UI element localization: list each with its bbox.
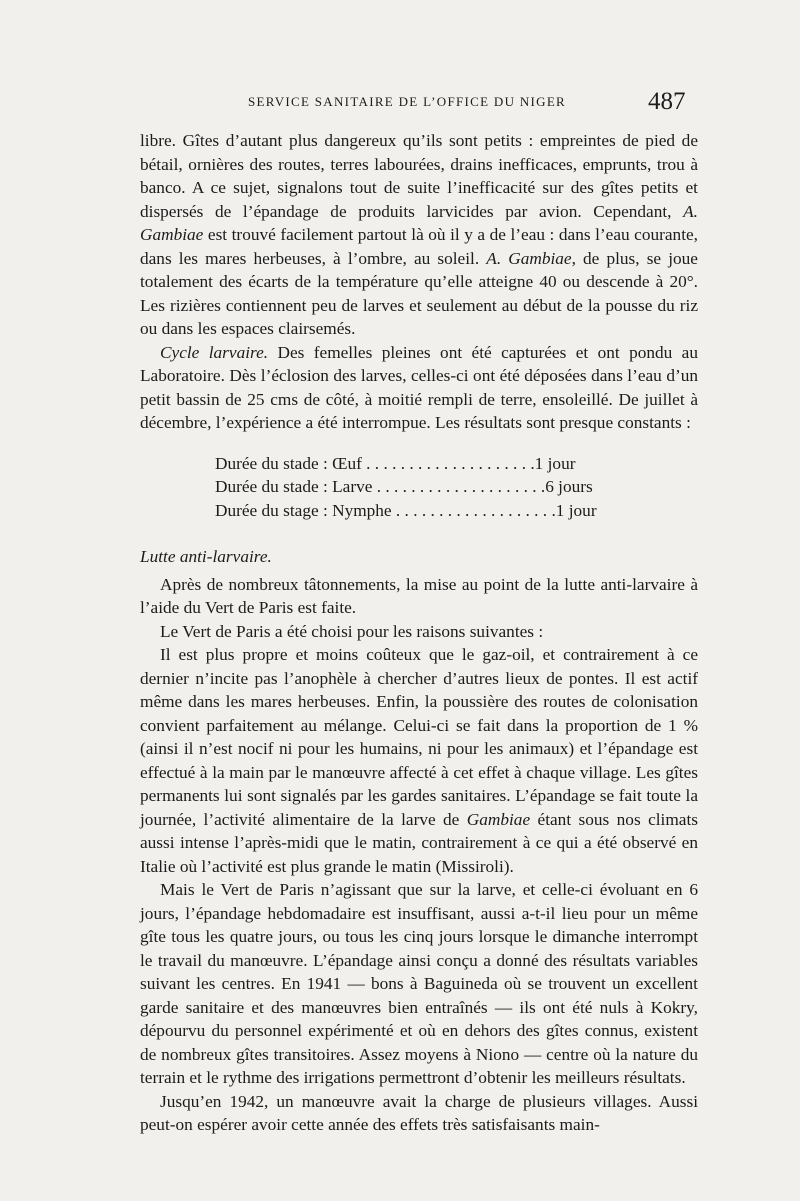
paragraph-tatonnements: Après de nombreux tâtonnements, la mise au point de la lutte anti-larvaire à l’aide du Vert de Paris est faite. — [140, 574, 698, 617]
paragraph-vert-de-paris — [140, 643, 698, 878]
stage-row — [215, 475, 593, 499]
paragraph-lead: Cycle larvaire. — [160, 342, 269, 362]
stage-label: Durée du stade : Larve . . . . . . . . . . . . . . . . . . . . — [215, 477, 546, 496]
paragraph-text: Il est plus propre et moins coûteux que le gaz-oil, et contrairement à ce dernier n’incite pas l’anophèle à chercher d’autres lieux de pontes. Il est actif même dans les mares herbeuses. Enfin, la poussière des routes de colonisation convient parfaitement au mélange. Celui-ci se fait dans la proportion de 1 % (ainsi il n’est nocif ni pour les humains, ni pour les animaux) et l’épandage est effectué à la main par le manœuvre affecté à cet effet à chaque village. Les gîtes permanents lui sont signalés par les gardes sanitaires. L’épandage se fait toute la journée, l’activité alimentaire de la larve de — [140, 645, 698, 829]
paragraph-manoeuvre: Jusqu’en 1942, un manœuvre avait la charge de plusieurs villages. Aussi peut-on espérer avoir cette année des effets très satisfaisants main- — [140, 1091, 698, 1134]
paragraph-text: étant sous nos climats aussi intense l’après-midi que le matin, contrairement à ce qui a été observé en Italie où l’activité est plus grande le matin (Missiroli). — [140, 809, 698, 876]
paragraph-text: Des femelles pleines ont été capturées et ont pondu au Laboratoire. Dès l’éclosion des larves, celles-ci ont été déposées dans l’eau d’un petit bassin de 25 cms de côté, à moitié rempli de terre, ensoleillé. De juillet à décembre, l’expérience a été interrompue. Les résultats sont presque constants : — [140, 342, 698, 432]
stage-durations — [215, 452, 597, 523]
stage-value: 1 jour — [534, 453, 576, 473]
paragraph-gites — [140, 129, 698, 341]
stage-label: Durée du stade : Œuf . . . . . . . . . . . . . . . . . . . . — [215, 453, 535, 473]
paragraph-text: , de plus, se joue totalement des écarts de la température qu’elle atteigne 40 ou descende à 20°. Les rizières contiennent peu de larves et seulement au début de la pousse du riz ou dans les espaces clairsemés. — [140, 248, 698, 338]
species-name: A. Gambiae — [140, 201, 698, 244]
paragraph-text: libre. Gîtes d’autant plus dangereux qu’ils sont petits : empreintes de pied de bétail, ornières des routes, terres labourées, drains inefficaces, emprunts, trou à banco. A ce sujet, signalons tout de suite l’inefficacité sur des gîtes petits et dispersés de l’épandage de produits larvicides par avion. Cependant, — [140, 131, 698, 221]
running-head: SERVICE SANITAIRE DE L’OFFICE DU NIGER — [248, 94, 567, 109]
stage-value: 6 jours — [545, 477, 593, 496]
paragraph-text: est trouvé facilement partout là où il y a de l’eau : dans l’eau courante, dans les mares herbeuses, à l’ombre, au soleil. — [140, 225, 698, 268]
paragraph-resultats: Mais le Vert de Paris n’agissant que sur la larve, et celle-ci évoluant en 6 jours, l’épandage hebdomadaire est insuffisant, aussi a-t-il lieu pour un même gîte tous les quatre jours, ou tous les cinq jours lorsque le dimanche interrompt le travail du manœuvre. L’épandage ainsi conçu a donné des résultats variables suivant les centres. En 1941 — bons à Baguineda où se trouvent un excellent garde sanitaire et des manœuvres bien entraînés — ils ont été nuls à Kokry, dépourvu du personnel expérimenté et où en dehors des gîtes connus, existent de nombreux gîtes transitoires. Assez moyens à Niono — centre où la nature du terrain et le rythme des irrigations permettront d’obtenir les meilleurs résultats. — [140, 880, 698, 1087]
section-title: Lutte anti-larvaire. — [140, 547, 272, 566]
paragraph-cycle-larvaire — [140, 341, 698, 435]
page-header — [0, 88, 800, 122]
stage-row — [215, 452, 587, 476]
paragraph-raisons: Le Vert de Paris a été choisi pour les raisons suivantes : — [160, 621, 544, 641]
stage-value: 1 jour — [555, 500, 597, 520]
page-number: 487 — [648, 88, 686, 115]
body-text — [140, 129, 698, 1137]
species-name: A. Gambiae — [486, 248, 572, 268]
stage-row — [215, 499, 597, 523]
stage-label: Durée du stage : Nymphe . . . . . . . . . . . . . . . . . . . — [215, 500, 556, 520]
species-name: Gambiae — [466, 809, 531, 829]
